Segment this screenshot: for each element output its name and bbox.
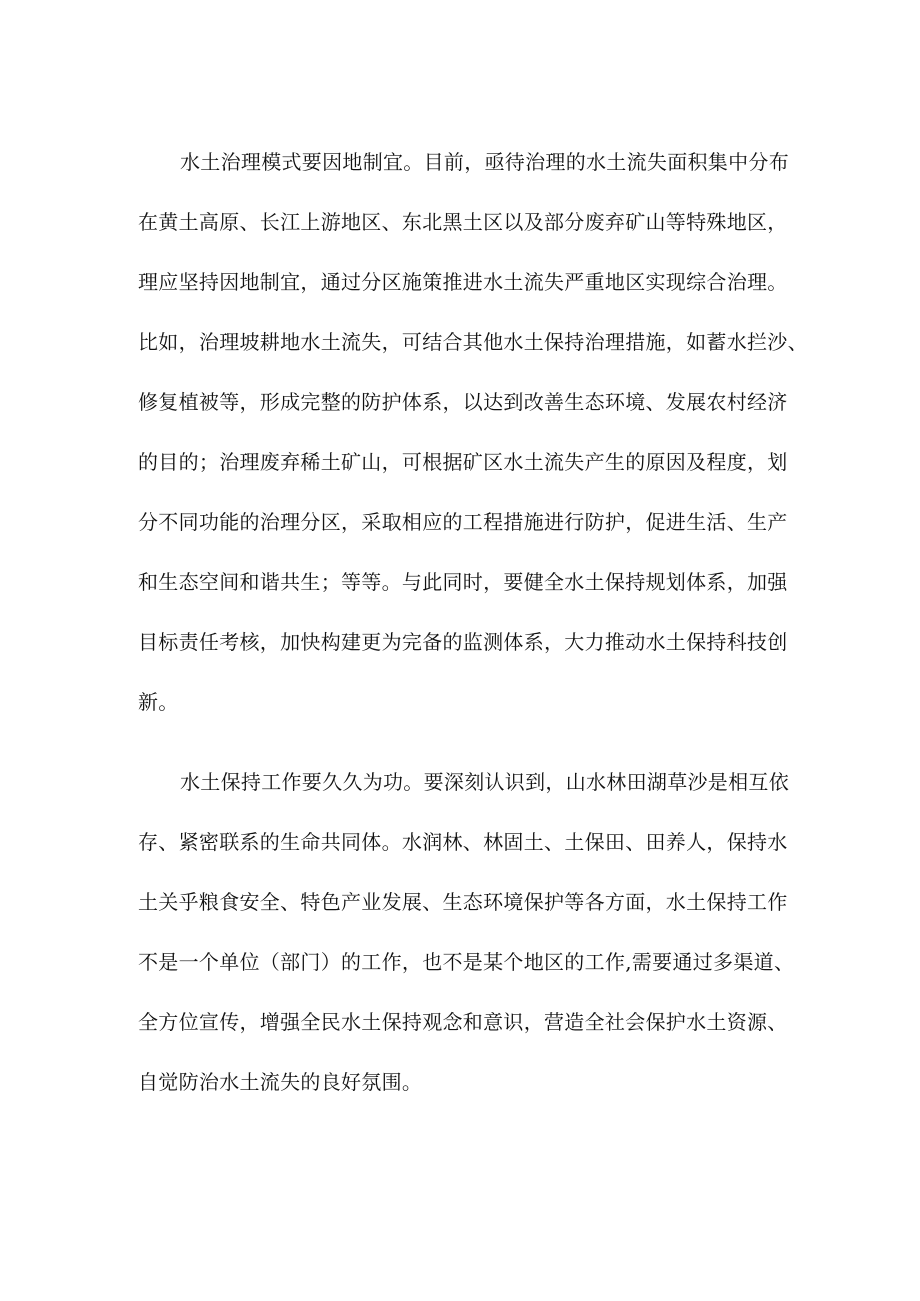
text-line: 自觉防治水土流失的良好氛围。 [138, 1070, 423, 1094]
text-line: 水土治理模式要因地制宜。目前，亟待治理的水土流失面积集中分布 [180, 150, 789, 174]
paragraph-soil-conservation [138, 766, 798, 1126]
text-line: 理应坚持因地制宜，通过分区施策推进水土流失严重地区实现综合治理。 [138, 270, 788, 294]
text-line: 土关乎粮食安全、特色产业发展、生态环境保护等各方面，水土保持工作 [138, 890, 788, 914]
paragraph-soil-governance [138, 146, 808, 746]
text-line: 目标责任考核，加快构建更为完备的监测体系，大力推动水土保持科技创 [138, 630, 788, 654]
text-line: 新。 [138, 690, 179, 714]
text-line: 全方位宣传，增强全民水土保持观念和意识，营造全社会保护水土资源、 [138, 1010, 788, 1034]
text-line: 比如，治理坡耕地水土流失，可结合其他水土保持治理措施，如蓄水拦沙、 [138, 330, 808, 354]
text-line: 不是一个单位（部门）的工作，也不是某个地区的工作,需要通过多渠道、 [138, 950, 795, 974]
text-line: 存、紧密联系的生命共同体。水润林、林固土、土保田、田养人，保持水 [138, 830, 788, 854]
text-line: 修复植被等，形成完整的防护体系，以达到改善生态环境、发展农村经济 [138, 390, 788, 414]
text-line: 和生态空间和谐共生；等等。与此同时，要健全水土保持规划体系，加强 [138, 570, 788, 594]
text-line: 分不同功能的治理分区，采取相应的工程措施进行防护，促进生活、生产 [138, 510, 788, 534]
text-line: 水土保持工作要久久为功。要深刻认识到，山水林田湖草沙是相互依 [180, 770, 789, 794]
text-line: 在黄土高原、长江上游地区、东北黑土区以及部分废弃矿山等特殊地区， [138, 210, 788, 234]
text-line: 的目的；治理废弃稀土矿山，可根据矿区水土流失产生的原因及程度，划 [138, 450, 788, 474]
